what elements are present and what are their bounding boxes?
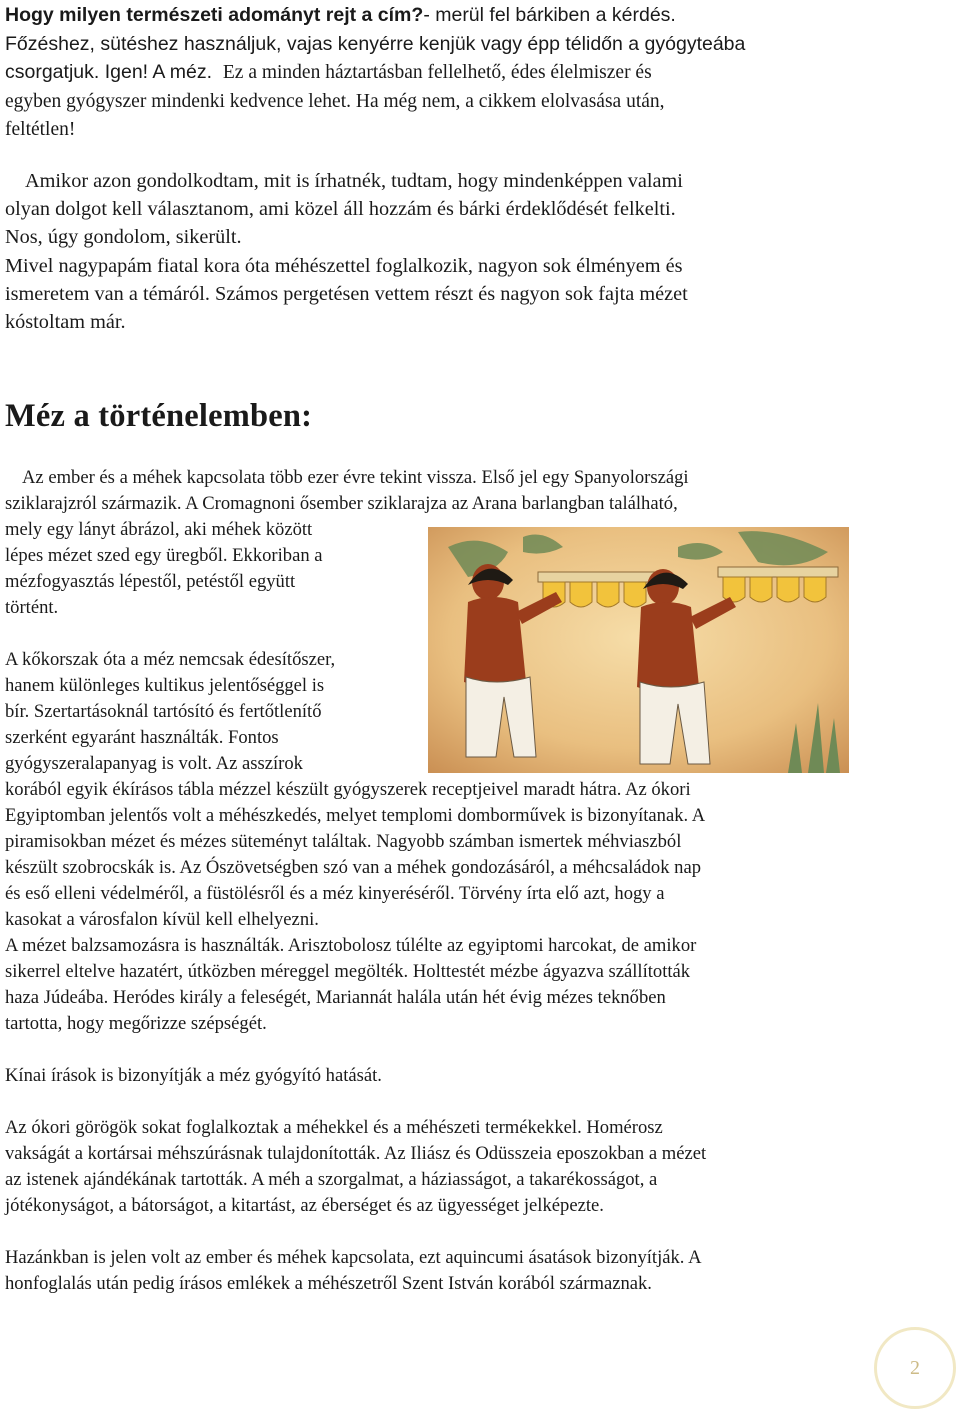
history-line: kasokat a városfalon kívül kell elhelyezni. — [5, 909, 319, 930]
intro-line-1 — [5, 1, 952, 30]
personal-line — [5, 167, 952, 195]
greek-line: az istenek ajándékának tartották. A méh a szorgalmat, a háziasságot, a takarékosságot, a — [5, 1169, 658, 1190]
history-line: lépes mézet szed egy üregből. Ekkoriban a — [5, 545, 323, 566]
history-line: készült szobrocskák is. Az Ószövetségben szó van a méhek gondozásáról, a méhcsaládok nap — [5, 857, 702, 878]
personal-paragraph — [5, 167, 952, 336]
intro-line-3 — [5, 58, 952, 88]
spacer — [5, 1089, 952, 1115]
history-line: és eső elleni védelméről, a füstölésről és a méz kinyeréséről. Törvény írta elő azt, hogy a — [5, 883, 665, 904]
history-line — [5, 465, 952, 491]
history-line: történt. — [5, 597, 59, 618]
page-number-badge — [874, 1327, 956, 1409]
history-line: mely egy lányt ábrázol, aki méhek között — [5, 519, 313, 540]
personal-line: Mivel nagypapám fiatal kora óta méhészettel foglalkozik, nagyon sok élményem és — [5, 254, 683, 277]
hungary-line: honfoglalás után pedig írásos emlékek a méhészetről Szent István korából származnak. — [5, 1273, 652, 1294]
personal-line-text: Amikor azon gondolkodtam, mit is írhatnék, tudtam, hogy mindenképpen valami — [25, 170, 683, 192]
personal-line: ismeretem van a témáról. Számos pergetésen vettem részt és nagyon sok fajta mézet — [5, 282, 688, 305]
history-line: sziklarajzról származik. A Cromagnoni ősember sziklarajza az Arana barlangban található, — [5, 493, 678, 514]
page-number: 2 — [910, 1356, 920, 1379]
hungary-line: Hazánkban is jelen volt az ember és méhek kapcsolata, ezt aquincumi ásatások bizonyítják. A — [5, 1247, 702, 1268]
chinese-line: Kínai írások is bizonyítják a méz gyógyító hatását. — [5, 1065, 382, 1086]
personal-line: olyan dolgot kell választanom, ami közel áll hozzám és bárki érdeklődését felkelti. — [5, 198, 676, 221]
intro-line-3a: csorgatjuk. Igen! A méz. — [5, 61, 213, 84]
history-line: gyógyszeralapanyag is volt. Az asszírok — [5, 753, 303, 774]
history-line: tartotta, hogy megőrizze szépségét. — [5, 1013, 267, 1034]
intro-title: Hogy milyen természeti adományt rejt a cím? — [5, 4, 424, 26]
personal-line: Nos, úgy gondolom, sikerült. — [5, 226, 242, 249]
intro-line-4: egyben gyógyszer mindenki kedvence lehet. Ha még nem, a cikkem elolvasása után, — [5, 90, 665, 112]
greek-line: vakságát a kortársai méhszúrásnak tulajdonították. Az Iliász és Odüsszeia eposzokban a mézet — [5, 1143, 707, 1164]
greek-line: jótékonyságot, a bátorságot, a kitartást, az éberséget és az ügyességet jelképezte. — [5, 1195, 604, 1216]
intro-paragraph — [5, 1, 952, 145]
spacer — [5, 1219, 952, 1245]
history-line: piramisokban mézet és mézes süteményt találtak. Nagyobb számban ismertek méhviaszból — [5, 831, 682, 852]
history-line: mézfogyasztás lépestől, petéstől együtt — [5, 571, 296, 592]
history-line-text: Az ember és a méhek kapcsolata több ezer évre tekint vissza. Első jel egy Spanyolországi — [22, 467, 689, 488]
history-line: bír. Szertartásoknál tartósító és fertőtlenítő — [5, 701, 322, 722]
section-heading: Méz a történelemben: — [5, 398, 313, 434]
intro-line-3b: Ez a minden háztartásban fellelhető, édes élelmiszer és — [222, 62, 652, 84]
history-line: sikerrel eltelve hazatért, útközben méreggel megölték. Holttestét mézbe ágyazva szállították — [5, 961, 691, 982]
history-line: hanem különleges kultikus jelentőséggel is — [5, 675, 325, 696]
spacer — [5, 1037, 952, 1063]
intro-title-rest: - merül fel bárkiben a kérdés. — [423, 4, 676, 26]
history-line: haza Júdeába. Heródes király a feleségét, Mariannát halála után hét évig mézes teknőben — [5, 987, 666, 1008]
greek-line: Az ókori görögök sokat foglalkoztak a méhekkel és a méhészeti termékekkel. Homérosz — [5, 1117, 663, 1138]
history-line: szerként egyaránt használták. Fontos — [5, 727, 279, 748]
history-line: korából egyik ékírásos tábla mézzel készült gyógyszerek receptjeivel maradt hátra. Az ókori — [5, 779, 691, 800]
intro-line-2: Főzéshez, sütéshez használjuk, vajas kenyérre kenjük vagy épp télidőn a gyógyteába — [5, 32, 746, 55]
egyptian-painting-image — [428, 527, 849, 773]
intro-line-5: feltétlen! — [5, 119, 76, 141]
history-line: A mézet balzsamozásra is használták. Arisztobolosz túlélte az egyiptomi harcokat, de amikor — [5, 935, 697, 956]
history-line: A kőkorszak óta a méz nemcsak édesítőszer, — [5, 649, 336, 670]
personal-line: kóstoltam már. — [5, 311, 126, 334]
history-line: Egyiptomban jelentős volt a méhészkedés, melyet templomi domborművek is bizonyítanak. A — [5, 805, 706, 826]
